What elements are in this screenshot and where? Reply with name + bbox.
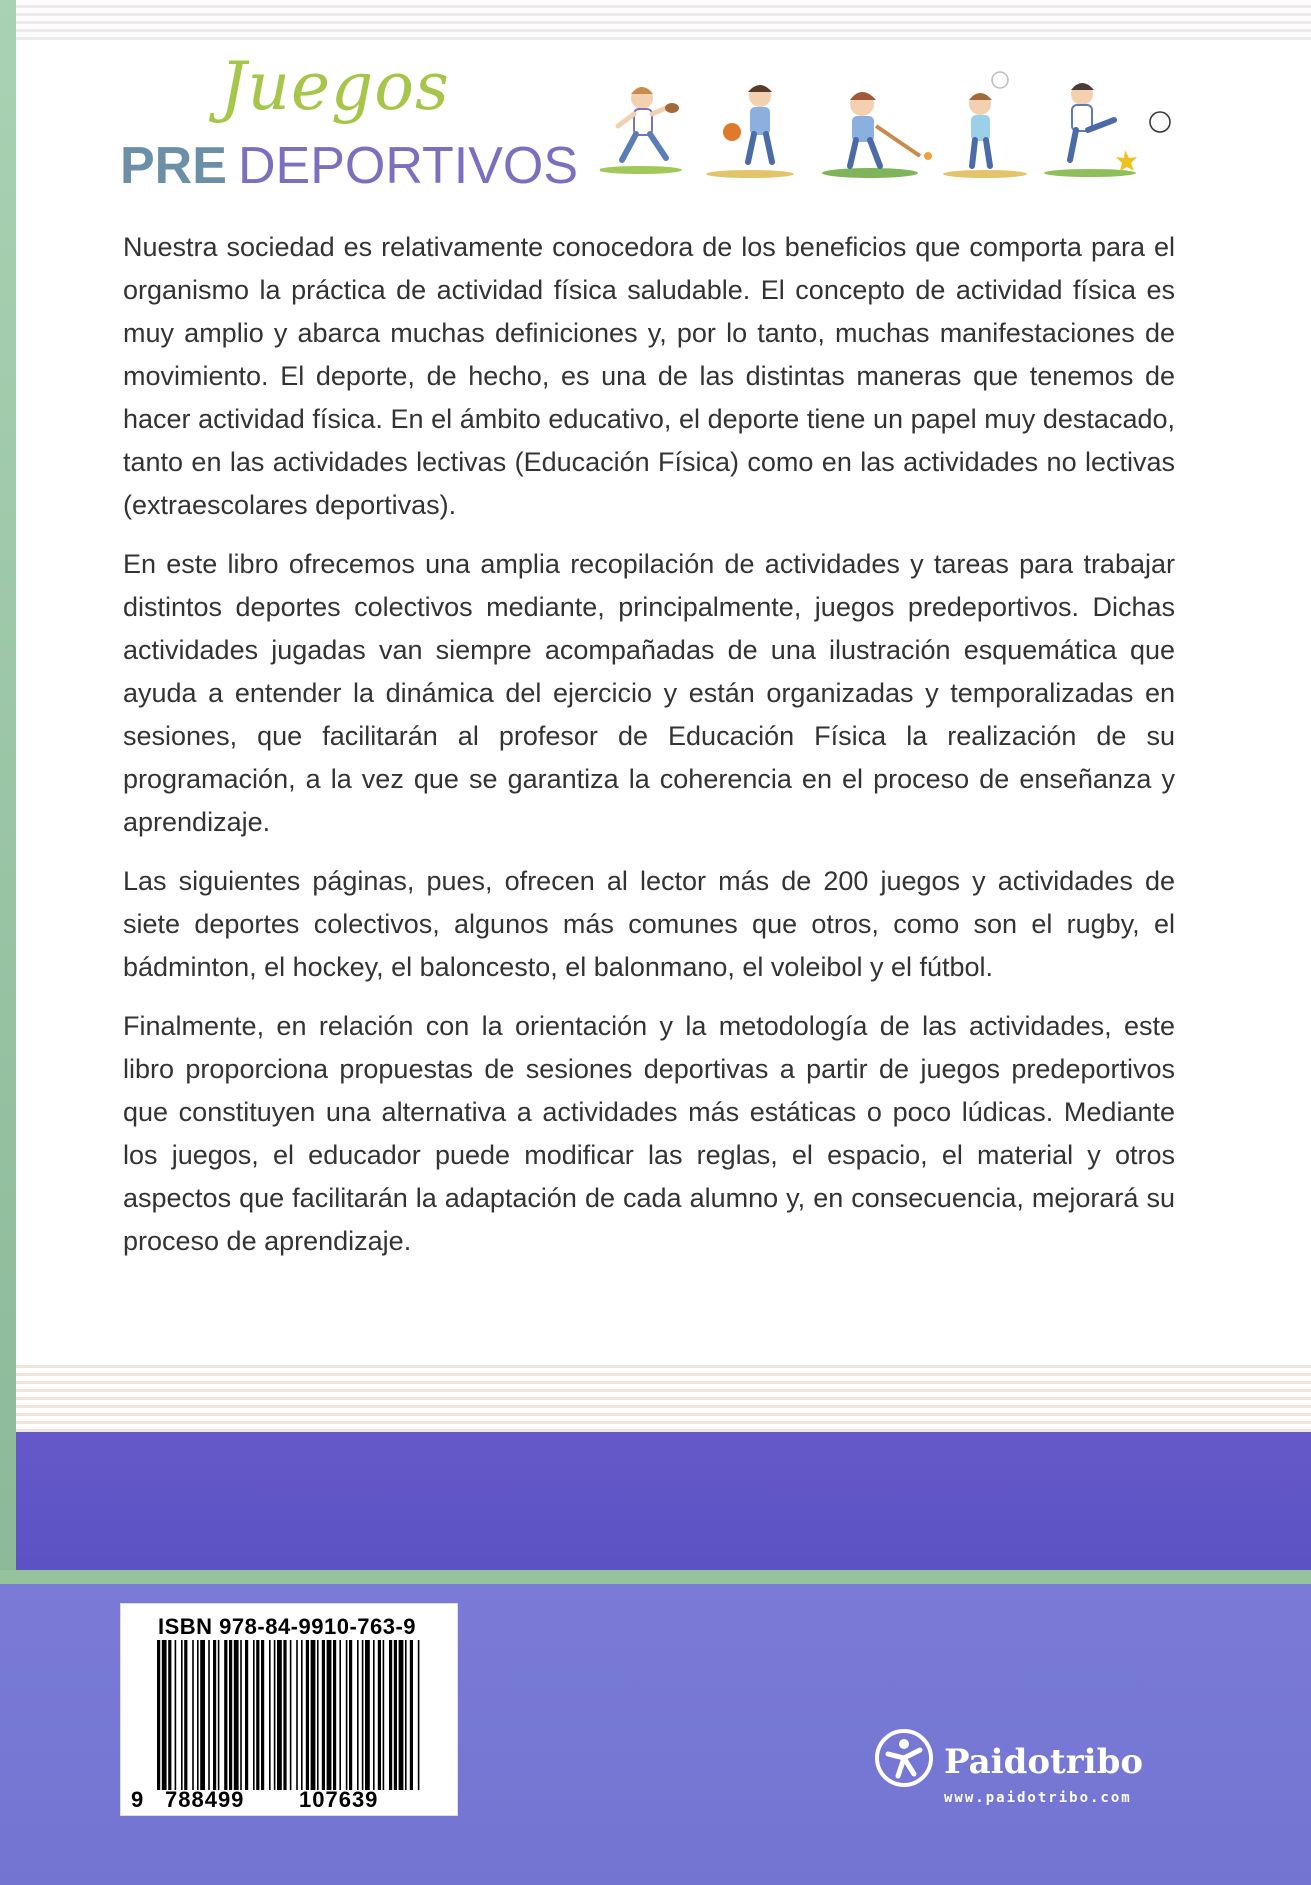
barcode-bar: [218, 1640, 220, 1790]
publisher-url: www.paidotribo.com: [944, 1790, 1132, 1806]
kids-playing-sports-illustration: [600, 70, 1180, 190]
barcode-bar: [311, 1640, 316, 1790]
paragraph-2: En este libro ofrecemos una amplia recopilación de actividades y tareas para trabajar distintos deportes colectivos mediante, principalmente, juegos predeportivos. Dichas actividades jugadas van siempre acompañadas de una ilustración esquemática que ayuda a entender la dinámica del ejercicio y están organizadas y temporalizadas en sesiones, que facilitarán al profesor de Educación Física la realización de su programación, a la vez que se garantiza la coherencia en el proceso de enseñanza y aprendizaje.: [123, 549, 1175, 837]
paragraph-1: Nuestra sociedad es relativamente conocedora de los beneficios que comporta para el organismo la práctica de actividad física saludable. El concepto de actividad física es muy amplio y abarca muchas definiciones y, por lo tanto, muchas manifestaciones de movimiento. El deporte, de hecho, es una de las distintas maneras que tenemos de hacer actividad física. En el ámbito educativo, el deporte tiene un papel muy destacado, tanto en las actividades lectivas (Educación Física) como en las actividades no lectivas (extraescolares deportivas).: [123, 232, 1175, 520]
title-pre: PRE: [120, 137, 227, 195]
isbn-first-digit: 9: [131, 1787, 145, 1812]
kid-football-icon: [1070, 83, 1170, 171]
barcode-bar: [346, 1640, 348, 1790]
barcode-bar: [410, 1640, 413, 1790]
publisher-logo: [872, 1728, 1172, 1808]
barcode-bar: [277, 1640, 282, 1790]
barcode-bar: [339, 1640, 341, 1790]
barcode-bar: [240, 1640, 242, 1790]
green-divider: [0, 1570, 1311, 1584]
isbn-left-group: 788499: [165, 1787, 245, 1812]
barcode-bar: [162, 1640, 167, 1790]
barcode-bar: [327, 1640, 332, 1790]
kid-volleyball-icon: [969, 72, 1008, 166]
barcode-bar: [229, 1640, 232, 1790]
paragraph-3: Las siguientes páginas, pues, ofrecen al lector más de 200 juegos y actividades de siete deportes colectivos, algunos más comunes que otros, como son el rugby, el bádminton, el hockey, el baloncesto, el balonmano, el voleibol y el fútbol.: [123, 866, 1175, 982]
barcode-bar: [365, 1640, 370, 1790]
title-logo: [120, 48, 590, 198]
barcode-bar: [245, 1640, 248, 1790]
publisher-emblem-icon: [874, 1728, 934, 1788]
barcode-bar: [274, 1640, 276, 1790]
barcode-bar: [261, 1640, 264, 1790]
barcode-bar: [373, 1640, 375, 1790]
barcode-bar: [357, 1640, 359, 1790]
barcode-bar: [157, 1640, 160, 1790]
barcode-bar: [378, 1640, 381, 1790]
barcode-bar: [399, 1640, 404, 1790]
barcode-bar: [208, 1640, 210, 1790]
barcode-bar: [168, 1640, 171, 1790]
barcode-bar: [349, 1640, 352, 1790]
barcode-bar: [405, 1640, 407, 1790]
barcode-bar: [333, 1640, 336, 1790]
barcode-bar: [200, 1640, 205, 1790]
barcode-bars: [157, 1640, 421, 1790]
barcode-bar: [389, 1640, 392, 1790]
barcode-bar: [317, 1640, 319, 1790]
barcode-bar: [383, 1640, 385, 1790]
barcode-bar: [362, 1640, 364, 1790]
barcode-bar: [184, 1640, 187, 1790]
barcode-bar: [418, 1640, 420, 1790]
barcode-bar: [224, 1640, 227, 1790]
barcode-bar: [322, 1640, 325, 1790]
purple-band: [16, 1432, 1311, 1570]
barcode-bar: [253, 1640, 255, 1790]
title-deportivos: DEPORTIVOS: [238, 137, 579, 195]
kid-basketball-icon: [723, 85, 772, 162]
paragraph-4: Finalmente, en relación con la orientación y la metodología de las actividades, este libro proporciona propuestas de sesiones deportivas a partir de juegos predeportivos que constituyen una alternativa a actividades más estáticas o poco lúdicas. Mediante los juegos, el educador puede modificar las reglas, el espacio, el material y otros aspectos que facilitarán la adaptación de cada alumno y, en consecuencia, mejorará su proceso de aprendizaje.: [123, 1011, 1175, 1256]
isbn-barcode: [120, 1603, 458, 1816]
publisher-name: Paidotribo: [944, 1742, 1144, 1782]
barcode-bar: [256, 1640, 259, 1790]
decorative-lines: [16, 1360, 1311, 1432]
barcode-bar: [181, 1640, 183, 1790]
barcode-bar: [197, 1640, 199, 1790]
isbn-right-group: 107639: [299, 1787, 379, 1812]
barcode-bar: [301, 1640, 303, 1790]
barcode-bar: [296, 1640, 298, 1790]
barcode-bar: [290, 1640, 292, 1790]
barcode-bar: [394, 1640, 397, 1790]
barcode-bar: [175, 1640, 177, 1790]
isbn-label: ISBN 978-84-9910-763-9: [158, 1614, 417, 1639]
barcode-bar: [192, 1640, 194, 1790]
barcode-bar: [306, 1640, 309, 1790]
barcode-bar: [283, 1640, 286, 1790]
title-juegos: Juegos: [220, 48, 450, 125]
description-text: [123, 226, 1175, 1279]
kid-hockey-icon: [850, 92, 932, 166]
kid-rugby-icon: [618, 87, 679, 160]
barcode-bar: [213, 1640, 216, 1790]
barcode-bar: [269, 1640, 271, 1790]
barcode-bar: [234, 1640, 239, 1790]
